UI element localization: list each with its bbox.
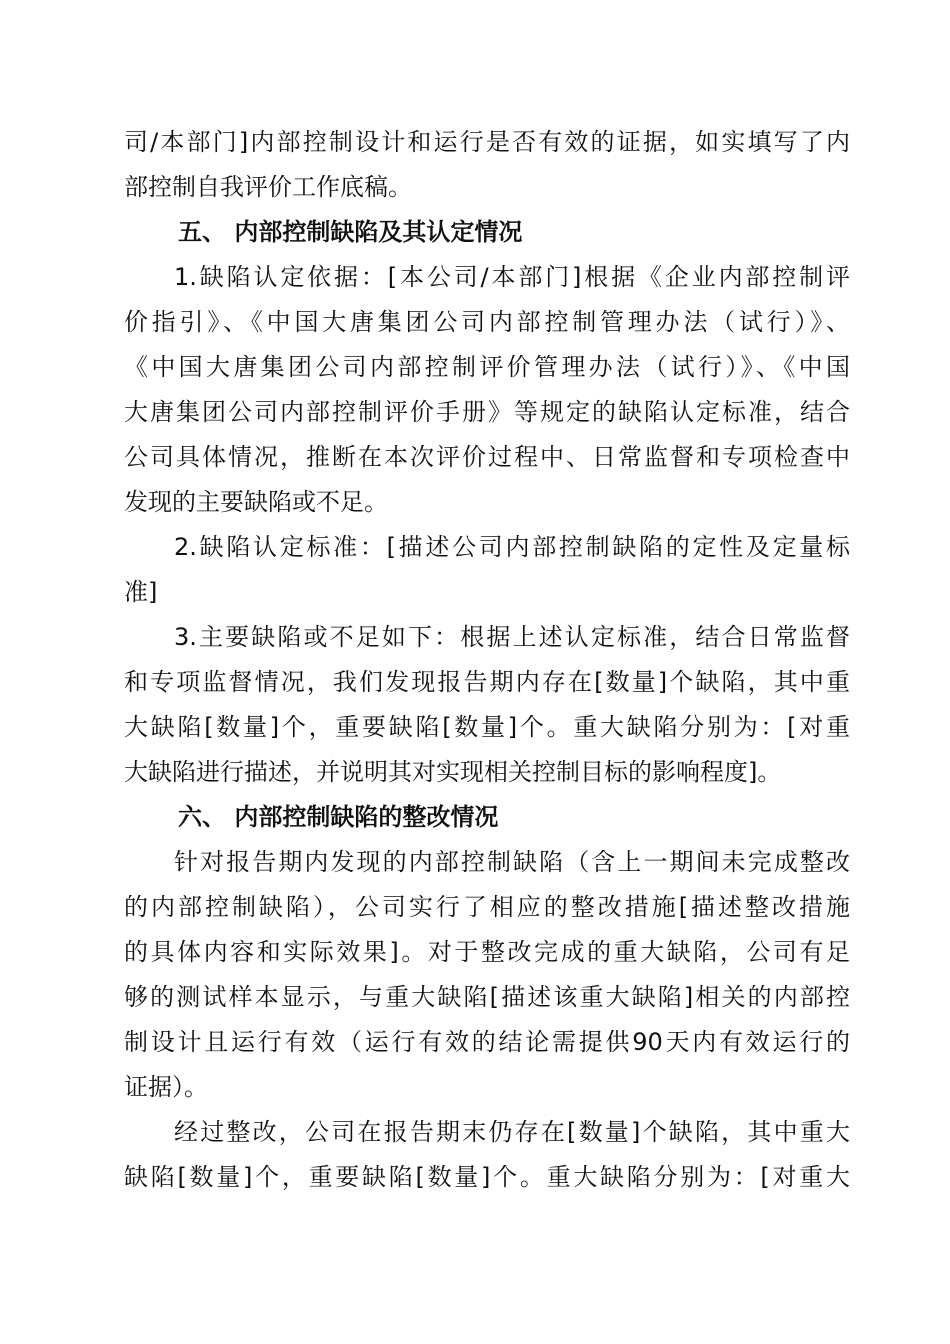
paragraph-line: 经过整改，公司在报告期末仍存在[数量]个缺陷，其中重大 [174, 1118, 850, 1146]
paragraph-line: 《中国大唐集团公司内部控制评价管理办法（试行）》、《中国 [124, 353, 850, 381]
paragraph-line: 和专项监督情况，我们发现报告期内存在[数量]个缺陷，其中重 [124, 668, 850, 696]
paragraph-line: 大缺陷进行描述，并说明其对实现相关控制目标的影响程度]。 [124, 758, 782, 786]
paragraph-line: 大唐集团公司内部控制评价手册》等规定的缺陷认定标准，结合 [124, 398, 850, 426]
paragraph-line: 够的测试样本显示，与重大缺陷[描述该重大缺陷]相关的内部控 [124, 983, 850, 1011]
paragraph-line: 司/本部门]内部控制设计和运行是否有效的证据，如实填写了内 [124, 128, 850, 156]
paragraph-line: 价指引》、《中国大唐集团公司内部控制管理办法（试行）》、 [124, 308, 850, 336]
paragraph-line: 大缺陷[数量]个，重要缺陷[数量]个。重大缺陷分别为：[对重 [124, 713, 850, 741]
section-heading-6: 六、 内部控制缺陷的整改情况 [178, 803, 499, 831]
paragraph-line: 3.主要缺陷或不足如下：根据上述认定标准，结合日常监督 [174, 623, 850, 651]
paragraph-line: 制设计且运行有效（运行有效的结论需提供90天内有效运行的 [124, 1028, 850, 1056]
section-heading-5: 五、 内部控制缺陷及其认定情况 [178, 218, 523, 246]
paragraph-line: 针对报告期内发现的内部控制缺陷（含上一期间未完成整改 [174, 848, 850, 876]
paragraph-line: 缺陷[数量]个，重要缺陷[数量]个。重大缺陷分别为：[对重大 [124, 1163, 850, 1191]
paragraph-line: 的具体内容和实际效果]。对于整改完成的重大缺陷，公司有足 [124, 938, 850, 966]
paragraph-line: 证据）。 [124, 1073, 208, 1101]
paragraph-line: 公司具体情况，推断在本次评价过程中、日常监督和专项检查中 [124, 443, 850, 471]
paragraph-line: 发现的主要缺陷或不足。 [124, 488, 388, 516]
paragraph-line: 部控制自我评价工作底稿。 [124, 173, 412, 201]
paragraph-line: 2.缺陷认定标准：[描述公司内部控制缺陷的定性及定量标 [174, 533, 850, 561]
paragraph-line: 1.缺陷认定依据：[本公司/本部门]根据《企业内部控制评 [174, 263, 850, 291]
paragraph-line: 的内部控制缺陷），公司实行了相应的整改措施[描述整改措施 [124, 893, 850, 921]
paragraph-line: 准] [124, 578, 158, 606]
